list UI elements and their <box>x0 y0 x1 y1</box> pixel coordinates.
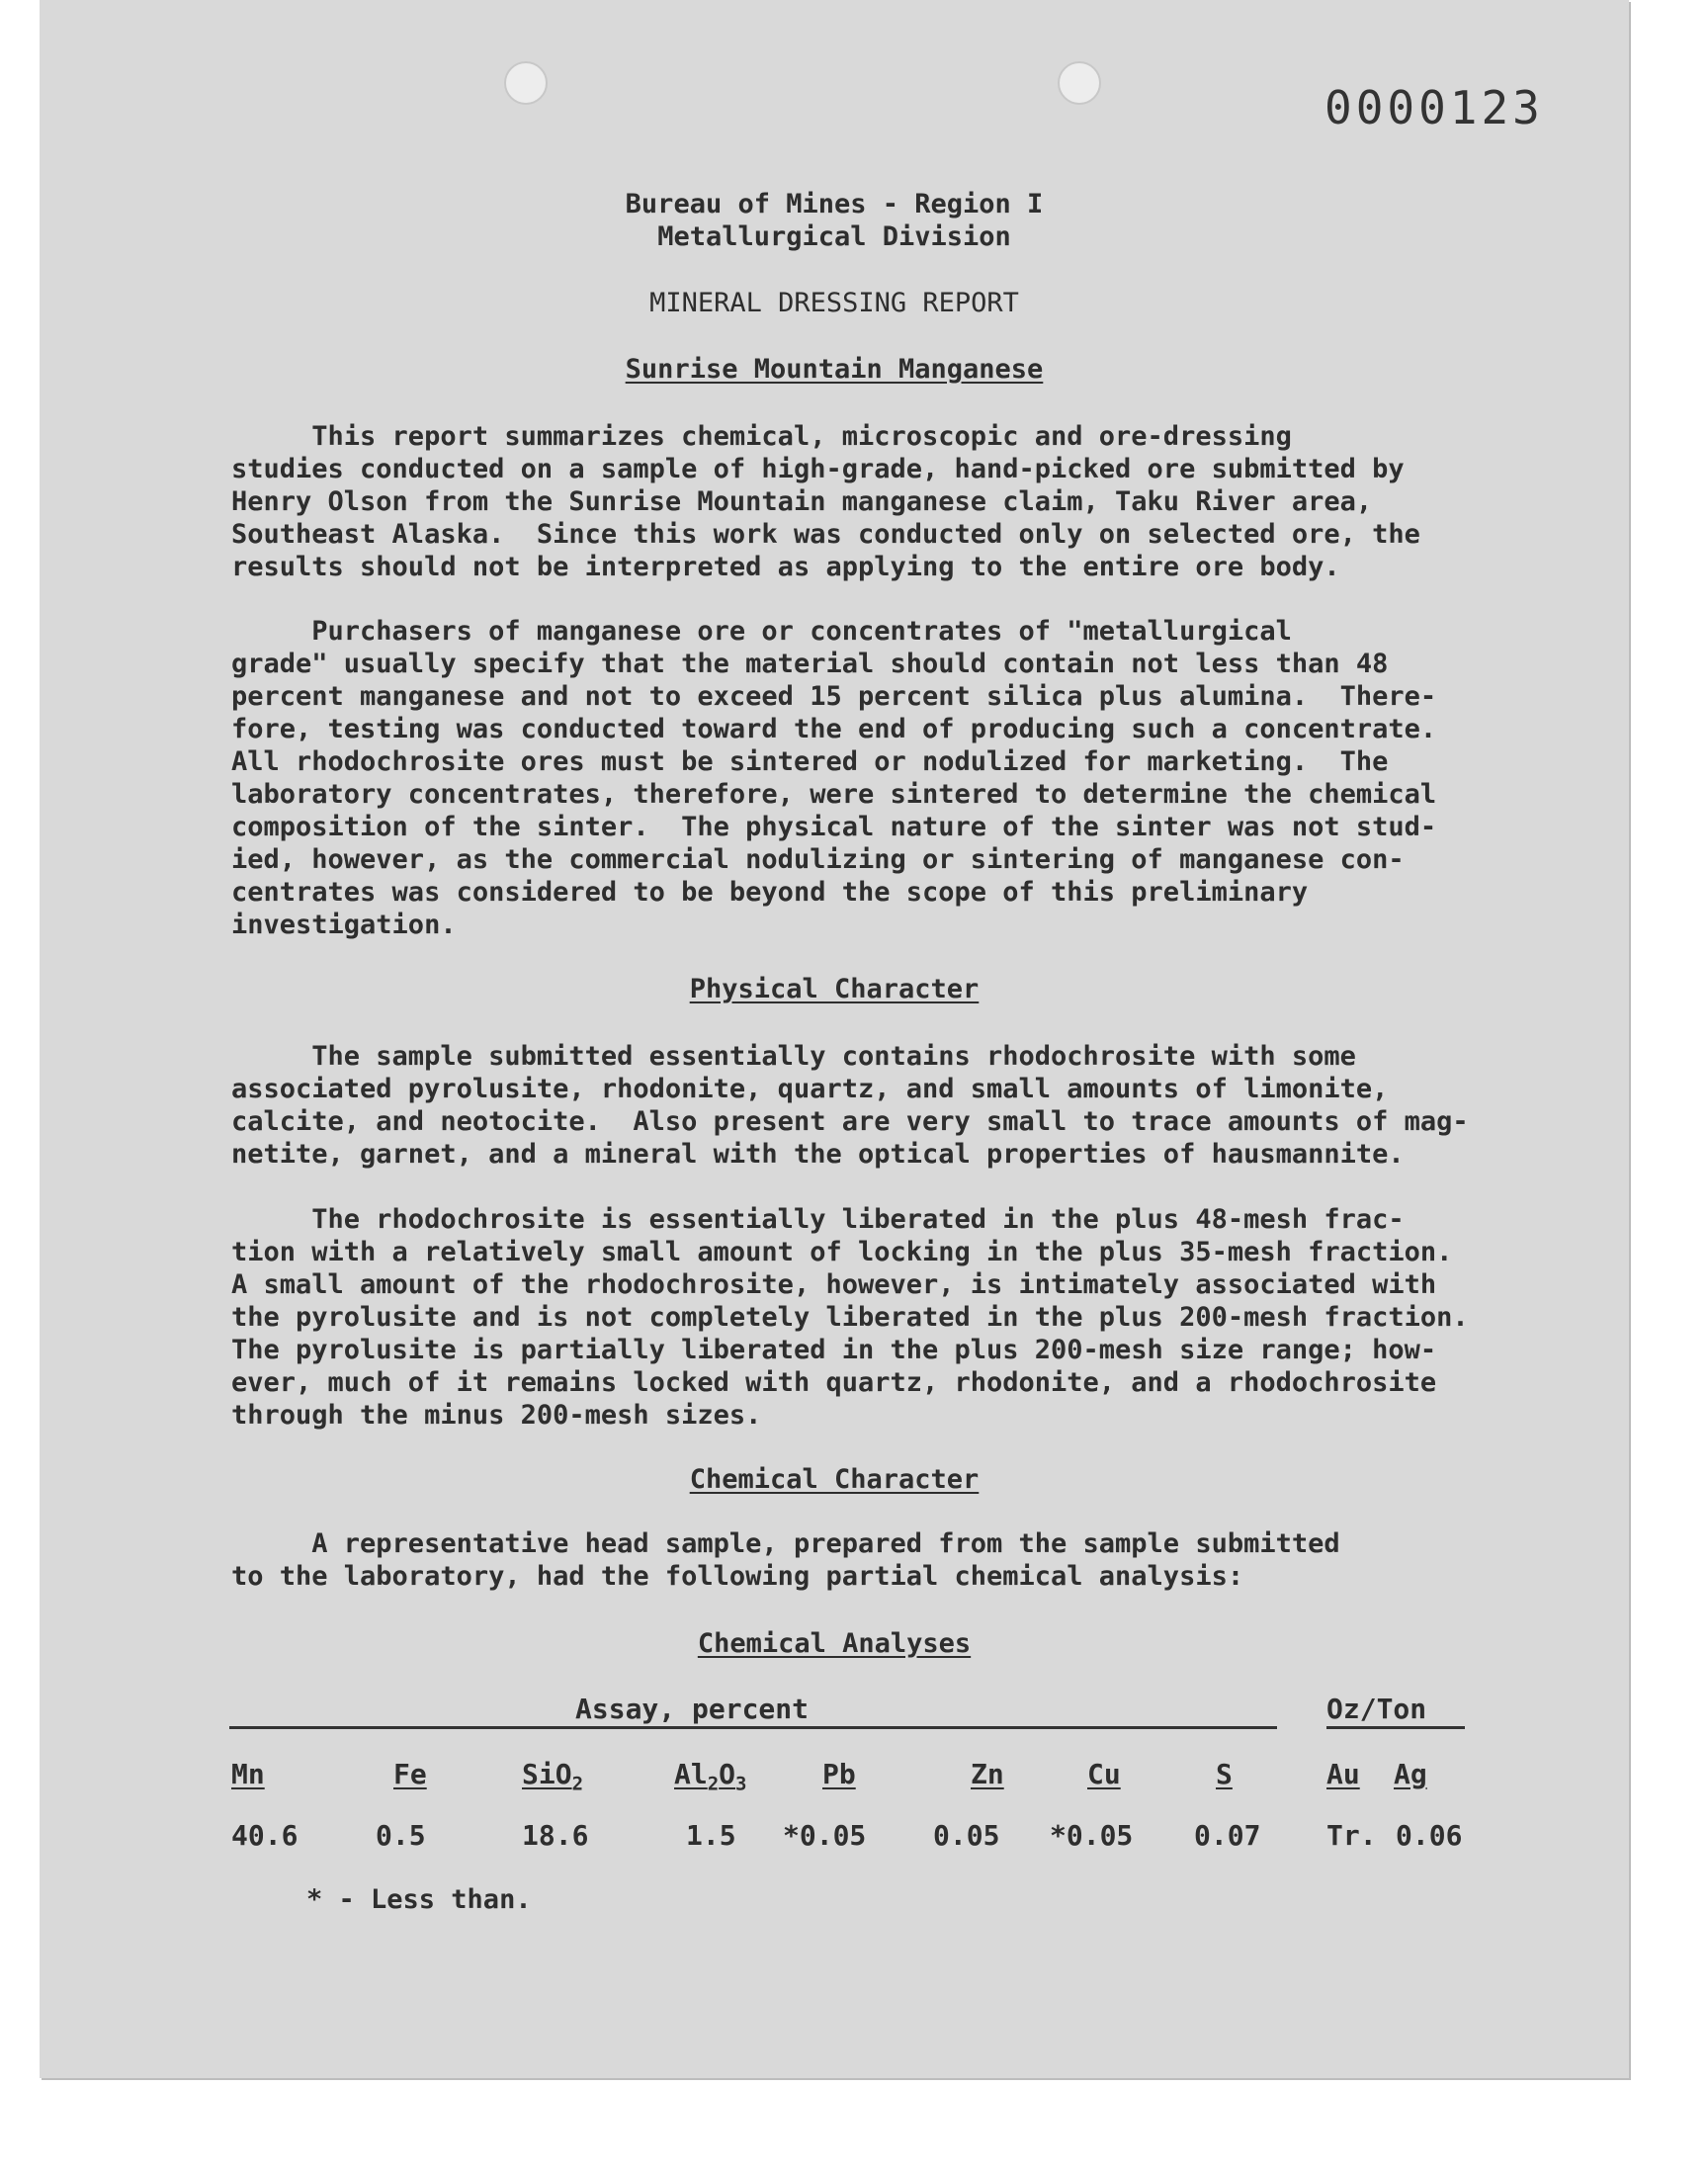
chemical-paragraph <box>231 1527 1536 1593</box>
chemical-line: to the laboratory, had the following partial chemical analysis: <box>231 1561 1244 1592</box>
group-rule-oz-ton <box>1326 1726 1465 1729</box>
value-fe: 0.5 <box>376 1819 426 1852</box>
col-header-s: S <box>1216 1758 1233 1790</box>
value-ag: 0.06 <box>1396 1819 1463 1852</box>
chemical-heading: Chemical Character <box>689 1464 980 1495</box>
chemical-line: A representative head sample, prepared from the sample submitted <box>231 1528 1340 1559</box>
purchasers-line: investigation. <box>231 910 457 940</box>
document-page <box>40 0 1629 2078</box>
physical-line: through the minus 200-mesh sizes. <box>231 1400 762 1431</box>
value-al2o3: 1.5 <box>686 1819 736 1852</box>
physical-line: The rhodochrosite is essentially liberated in the plus 48-mesh frac- <box>231 1204 1405 1235</box>
group-header-oz-ton: Oz/Ton <box>1326 1693 1427 1725</box>
purchasers-line: laboratory concentrates, therefore, were sintered to determine the chemical <box>231 779 1437 810</box>
report-title: Sunrise Mountain Manganese <box>625 354 1044 385</box>
punch-hole-left <box>504 61 548 105</box>
intro-line: Henry Olson from the Sunrise Mountain manganese claim, Taku River area, <box>231 486 1373 517</box>
col-header-zn: Zn <box>971 1758 1004 1790</box>
value-pb: *0.05 <box>783 1819 867 1852</box>
value-zn: 0.05 <box>933 1819 1000 1852</box>
document-number: 0000123 <box>1324 81 1544 134</box>
report-type: MINERAL DRESSING REPORT <box>649 288 1019 318</box>
intro-paragraph <box>231 420 1536 583</box>
col-header-ag: Ag <box>1394 1758 1427 1790</box>
group-header-assay: Assay, percent <box>575 1693 810 1725</box>
purchasers-line: centrates was considered to be beyond the scope of this preliminary <box>231 877 1309 908</box>
value-sio2: 18.6 <box>522 1819 589 1852</box>
physical-line: calcite, and neotocite. Also present are very small to trace amounts of mag- <box>231 1106 1469 1137</box>
intro-line: Southeast Alaska. Since this work was conducted only on selected ore, the <box>231 519 1420 550</box>
purchasers-line: composition of the sinter. The physical nature of the sinter was not stud- <box>231 812 1437 842</box>
physical-line: associated pyrolusite, rhodonite, quartz, and small amounts of limonite, <box>231 1074 1389 1104</box>
header-division: Metallurgical Division <box>657 221 1011 252</box>
col-header-cu: Cu <box>1087 1758 1121 1790</box>
intro-line: results should not be interpreted as applying to the entire ore body. <box>231 552 1340 582</box>
value-s: 0.07 <box>1194 1819 1261 1852</box>
value-au: Tr. <box>1326 1819 1377 1852</box>
purchasers-line: percent manganese and not to exceed 15 percent silica plus alumina. There- <box>231 681 1437 712</box>
purchasers-line: All rhodochrosite ores must be sintered or nodulized for marketing. The <box>231 746 1389 777</box>
col-header-au: Au <box>1326 1758 1360 1790</box>
table-footnote: * - Less than. <box>306 1884 532 1915</box>
col-header-mn: Mn <box>231 1758 265 1790</box>
col-header-sio2: SiO$_2$ <box>522 1758 584 1795</box>
purchasers-line: grade" usually specify that the material should contain not less than 48 <box>231 649 1389 679</box>
col-header-pb: Pb <box>822 1758 856 1790</box>
physical-paragraph-2 <box>231 1203 1536 1432</box>
physical-line: ever, much of it remains locked with quartz, rhodonite, and a rhodochrosite <box>231 1367 1437 1398</box>
physical-heading: Physical Character <box>689 974 980 1004</box>
physical-line: the pyrolusite and is not completely liberated in the plus 200-mesh fraction. <box>231 1302 1469 1333</box>
purchasers-paragraph <box>231 615 1536 941</box>
purchasers-line: fore, testing was conducted toward the end of producing such a concentrate. <box>231 714 1437 744</box>
physical-line: The sample submitted essentially contains rhodochrosite with some <box>231 1041 1356 1072</box>
purchasers-line: Purchasers of manganese ore or concentrates of "metallurgical <box>231 616 1292 647</box>
physical-paragraph-1 <box>231 1040 1536 1171</box>
intro-line: studies conducted on a sample of high-grade, hand-picked ore submitted by <box>231 454 1405 484</box>
physical-line: The pyrolusite is partially liberated in the plus 200-mesh size range; how- <box>231 1335 1437 1365</box>
header-bureau: Bureau of Mines - Region I <box>625 189 1044 219</box>
physical-line: netite, garnet, and a mineral with the optical properties of hausmannite. <box>231 1139 1405 1170</box>
col-header-al2o3: $Al_2O_3$ <box>674 1758 747 1795</box>
punch-hole-right <box>1058 61 1101 105</box>
physical-line: tion with a relatively small amount of locking in the plus 35-mesh fraction. <box>231 1237 1453 1267</box>
value-cu: *0.05 <box>1050 1819 1134 1852</box>
value-mn: 40.6 <box>231 1819 299 1852</box>
purchasers-line: ied, however, as the commercial nodulizing or sintering of manganese con- <box>231 844 1405 875</box>
table-title: Chemical Analyses <box>697 1628 972 1659</box>
intro-line: This report summarizes chemical, microscopic and ore-dressing <box>231 421 1292 452</box>
group-rule-assay <box>229 1726 1277 1729</box>
physical-line: A small amount of the rhodochrosite, however, is intimately associated with <box>231 1269 1437 1300</box>
col-header-fe: Fe <box>393 1758 427 1790</box>
